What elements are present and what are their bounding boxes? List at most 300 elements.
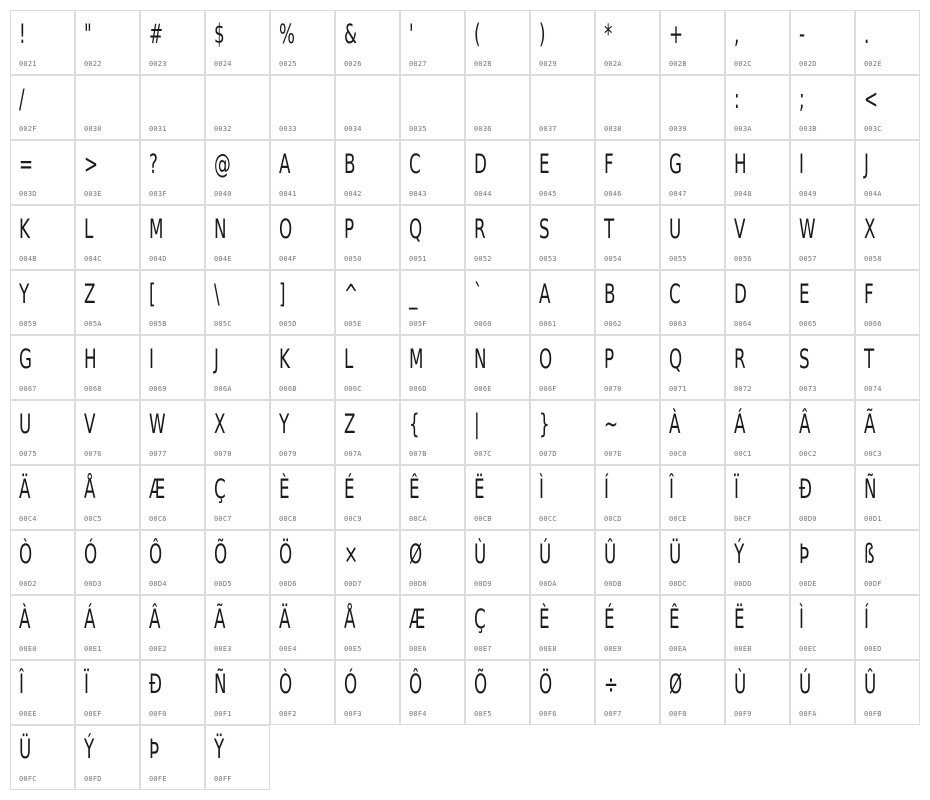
glyph-codepoint: 0041 (279, 190, 297, 198)
glyph-cell (10, 10, 75, 75)
glyph-codepoint: 0079 (279, 450, 297, 458)
glyph-codepoint: 00DB (604, 580, 622, 588)
glyph-cell (595, 140, 660, 205)
glyph-cell (400, 270, 465, 335)
glyph-character: L (84, 214, 94, 245)
glyph-codepoint: 00EE (19, 710, 37, 718)
glyph-character: W (149, 409, 166, 440)
glyph-codepoint: 003F (149, 190, 167, 198)
glyph-codepoint: 00F8 (669, 710, 687, 718)
glyph-character: V (734, 214, 746, 245)
glyph-codepoint: 003E (84, 190, 102, 198)
glyph-codepoint: 0056 (734, 255, 752, 263)
glyph-character: ^ (344, 279, 359, 310)
glyph-character: ( (474, 19, 481, 50)
glyph-cell (205, 660, 270, 725)
glyph-codepoint: 00D5 (214, 580, 232, 588)
glyph-cell (400, 530, 465, 595)
glyph-cell (335, 10, 400, 75)
glyph-cell (855, 75, 920, 140)
glyph-character: Z (84, 279, 96, 310)
glyph-cell (400, 595, 465, 660)
glyph-codepoint: 0021 (19, 60, 37, 68)
glyph-codepoint: 006F (539, 385, 557, 393)
glyph-codepoint: 0055 (669, 255, 687, 263)
glyph-character: Q (669, 344, 683, 375)
glyph-character: W (799, 214, 816, 245)
glyph-character: Ü (669, 539, 682, 570)
glyph-character: > (84, 149, 99, 180)
glyph-character: ÷ (604, 669, 619, 700)
glyph-codepoint: 0058 (864, 255, 882, 263)
glyph-cell (725, 530, 790, 595)
glyph-codepoint: 00C6 (149, 515, 167, 523)
glyph-cell (270, 595, 335, 660)
glyph-character: V (84, 409, 96, 440)
glyph-character: Ã (864, 409, 876, 440)
glyph-codepoint: 00F1 (214, 710, 232, 718)
glyph-codepoint: 0061 (539, 320, 557, 328)
glyph-codepoint: 00DD (734, 580, 752, 588)
glyph-grid (10, 10, 920, 790)
glyph-codepoint: 004C (84, 255, 102, 263)
glyph-cell (140, 465, 205, 530)
glyph-character: × (344, 539, 359, 570)
glyph-character: Ô (409, 669, 423, 700)
glyph-character: _ (409, 279, 418, 310)
glyph-cell (465, 205, 530, 270)
glyph-cell (335, 465, 400, 530)
glyph-cell (855, 530, 920, 595)
glyph-cell (595, 335, 660, 400)
glyph-cell (75, 10, 140, 75)
glyph-character: Ù (734, 669, 747, 700)
glyph-character: É (344, 474, 355, 505)
glyph-cell (400, 660, 465, 725)
glyph-cell (75, 725, 140, 790)
glyph-codepoint: 0031 (149, 125, 167, 133)
glyph-codepoint: 00C4 (19, 515, 37, 523)
glyph-cell (855, 270, 920, 335)
glyph-codepoint: 0077 (149, 450, 167, 458)
glyph-cell (335, 270, 400, 335)
glyph-character: Đ (799, 474, 812, 505)
glyph-codepoint: 00C5 (84, 515, 102, 523)
glyph-character: , (734, 19, 740, 50)
glyph-codepoint: 0043 (409, 190, 427, 198)
glyph-codepoint: 005D (279, 320, 297, 328)
glyph-character: G (669, 149, 682, 180)
glyph-cell (10, 140, 75, 205)
glyph-cell (140, 595, 205, 660)
glyph-character: Î (669, 474, 674, 505)
glyph-character: N (214, 214, 227, 245)
glyph-codepoint: 0035 (409, 125, 427, 133)
glyph-cell (205, 335, 270, 400)
glyph-character: É (604, 604, 615, 635)
glyph-codepoint: 0023 (149, 60, 167, 68)
glyph-cell (595, 205, 660, 270)
glyph-codepoint: 00FF (214, 775, 232, 783)
glyph-character: Ì (799, 604, 804, 635)
glyph-cell (530, 140, 595, 205)
glyph-cell (10, 660, 75, 725)
glyph-character: Ý (734, 539, 745, 570)
glyph-codepoint: 00DE (799, 580, 817, 588)
glyph-cell (855, 335, 920, 400)
glyph-codepoint: 00ED (864, 645, 882, 653)
glyph-character: Ö (279, 539, 293, 570)
glyph-codepoint: 0033 (279, 125, 297, 133)
glyph-cell (530, 205, 595, 270)
glyph-cell (790, 10, 855, 75)
glyph-character: . (864, 19, 870, 50)
glyph-cell (660, 75, 725, 140)
glyph-character: Ü (19, 734, 32, 765)
glyph-codepoint: 00D1 (864, 515, 882, 523)
glyph-cell (725, 465, 790, 530)
glyph-codepoint: 0062 (604, 320, 622, 328)
glyph-codepoint: 00FD (84, 775, 102, 783)
glyph-cell (75, 205, 140, 270)
glyph-cell (855, 140, 920, 205)
glyph-codepoint: 004B (19, 255, 37, 263)
glyph-cell (790, 335, 855, 400)
glyph-cell (400, 335, 465, 400)
glyph-cell (595, 465, 660, 530)
glyph-codepoint: 0025 (279, 60, 297, 68)
glyph-cell (660, 465, 725, 530)
glyph-cell (10, 595, 75, 660)
glyph-cell (335, 335, 400, 400)
glyph-cell (855, 10, 920, 75)
glyph-cell (790, 75, 855, 140)
glyph-codepoint: 00E1 (84, 645, 102, 653)
glyph-cell (400, 140, 465, 205)
glyph-character: & (344, 19, 358, 50)
glyph-codepoint: 0042 (344, 190, 362, 198)
glyph-cell (595, 595, 660, 660)
glyph-character: J (864, 149, 869, 180)
glyph-cell (75, 335, 140, 400)
glyph-codepoint: 003D (19, 190, 37, 198)
glyph-codepoint: 00F9 (734, 710, 752, 718)
glyph-codepoint: 007E (604, 450, 622, 458)
glyph-cell (595, 75, 660, 140)
glyph-codepoint: 0036 (474, 125, 492, 133)
glyph-cell (790, 205, 855, 270)
glyph-codepoint: 00CD (604, 515, 622, 523)
glyph-cell (790, 465, 855, 530)
glyph-character: ] (279, 279, 286, 310)
glyph-character: U (19, 409, 32, 440)
glyph-cell (10, 530, 75, 595)
glyph-cell (660, 660, 725, 725)
glyph-cell (75, 465, 140, 530)
glyph-cell (595, 660, 660, 725)
glyph-cell (10, 400, 75, 465)
glyph-codepoint: 0066 (864, 320, 882, 328)
glyph-cell (270, 400, 335, 465)
glyph-cell (725, 595, 790, 660)
glyph-character: M (409, 344, 424, 375)
glyph-codepoint: 006C (344, 385, 362, 393)
glyph-cell (140, 400, 205, 465)
glyph-codepoint: 0037 (539, 125, 557, 133)
glyph-character: Y (279, 409, 290, 440)
glyph-character: @ (214, 149, 231, 180)
glyph-cell (725, 75, 790, 140)
glyph-cell (205, 400, 270, 465)
glyph-codepoint: 00EF (84, 710, 102, 718)
glyph-character: O (539, 344, 553, 375)
glyph-character: T (604, 214, 615, 245)
glyph-codepoint: 0071 (669, 385, 687, 393)
glyph-cell (855, 465, 920, 530)
glyph-codepoint: 00FB (864, 710, 882, 718)
glyph-codepoint: 00FC (19, 775, 37, 783)
glyph-cell (530, 465, 595, 530)
glyph-character: ! (19, 19, 26, 50)
glyph-codepoint: 0078 (214, 450, 232, 458)
glyph-cell (75, 660, 140, 725)
glyph-cell (75, 595, 140, 660)
glyph-cell (205, 140, 270, 205)
glyph-character: : (734, 84, 740, 115)
glyph-character: Ó (344, 669, 358, 700)
glyph-cell (465, 75, 530, 140)
glyph-character: Y (19, 279, 30, 310)
glyph-codepoint: 00D0 (799, 515, 817, 523)
glyph-character: ' (409, 19, 414, 50)
glyph-cell (530, 400, 595, 465)
glyph-codepoint: 00EC (799, 645, 817, 653)
glyph-codepoint: 0046 (604, 190, 622, 198)
glyph-character: Þ (149, 734, 160, 765)
glyph-codepoint: 0024 (214, 60, 232, 68)
glyph-codepoint: 002F (19, 125, 37, 133)
glyph-character: S (539, 214, 550, 245)
glyph-cell (790, 140, 855, 205)
glyph-cell (465, 595, 530, 660)
glyph-cell (465, 270, 530, 335)
glyph-character: Æ (149, 474, 166, 505)
glyph-cell (725, 400, 790, 465)
glyph-cell (660, 400, 725, 465)
glyph-codepoint: 007B (409, 450, 427, 458)
glyph-codepoint: 00DA (539, 580, 557, 588)
glyph-codepoint: 0075 (19, 450, 37, 458)
glyph-codepoint: 0068 (84, 385, 102, 393)
glyph-character: " (84, 19, 92, 50)
glyph-character: F (864, 279, 874, 310)
glyph-cell (530, 270, 595, 335)
glyph-character: R (474, 214, 486, 245)
glyph-codepoint: 006A (214, 385, 232, 393)
glyph-codepoint: 0076 (84, 450, 102, 458)
glyph-character: Z (344, 409, 356, 440)
glyph-cell (75, 530, 140, 595)
glyph-character: - (799, 19, 806, 50)
glyph-codepoint: 0026 (344, 60, 362, 68)
glyph-character: E (539, 149, 550, 180)
glyph-character: * (604, 19, 613, 50)
glyph-character: Ç (474, 604, 486, 635)
glyph-cell (205, 270, 270, 335)
glyph-codepoint: 00CE (669, 515, 687, 523)
glyph-codepoint: 00EA (669, 645, 687, 653)
glyph-cell (855, 595, 920, 660)
glyph-codepoint: 004E (214, 255, 232, 263)
glyph-cell (725, 335, 790, 400)
glyph-codepoint: 0027 (409, 60, 427, 68)
glyph-character: ; (799, 84, 805, 115)
glyph-codepoint: 00E8 (539, 645, 557, 653)
glyph-cell (75, 140, 140, 205)
glyph-codepoint: 0057 (799, 255, 817, 263)
glyph-character: B (604, 279, 616, 310)
glyph-codepoint: 00D2 (19, 580, 37, 588)
glyph-codepoint: 00F5 (474, 710, 492, 718)
glyph-codepoint: 00F7 (604, 710, 622, 718)
glyph-codepoint: 006B (279, 385, 297, 393)
glyph-codepoint: 0059 (19, 320, 37, 328)
glyph-character: K (279, 344, 290, 375)
glyph-character: ` (474, 279, 483, 310)
glyph-character: ~ (604, 409, 619, 440)
glyph-cell (270, 335, 335, 400)
glyph-cell (335, 205, 400, 270)
glyph-cell (530, 75, 595, 140)
glyph-codepoint: 00DF (864, 580, 882, 588)
glyph-cell (660, 335, 725, 400)
glyph-character: E (799, 279, 810, 310)
glyph-cell (660, 530, 725, 595)
glyph-codepoint: 00E2 (149, 645, 167, 653)
glyph-cell (335, 530, 400, 595)
glyph-character: \ (214, 279, 220, 310)
glyph-codepoint: 0034 (344, 125, 362, 133)
glyph-character: Đ (149, 669, 162, 700)
glyph-character: Ñ (864, 474, 877, 505)
glyph-codepoint: 00C9 (344, 515, 362, 523)
glyph-character: Ï (84, 669, 89, 700)
glyph-cell (75, 270, 140, 335)
glyph-character: Ê (669, 604, 680, 635)
glyph-character: = (19, 149, 34, 180)
glyph-character: [ (149, 279, 156, 310)
glyph-cell (270, 205, 335, 270)
glyph-cell (335, 660, 400, 725)
glyph-character: O (279, 214, 293, 245)
glyph-cell (660, 10, 725, 75)
glyph-character: Â (149, 604, 161, 635)
glyph-cell (140, 10, 205, 75)
glyph-cell (140, 335, 205, 400)
glyph-character: Æ (409, 604, 426, 635)
glyph-character: A (539, 279, 551, 310)
glyph-cell (335, 400, 400, 465)
glyph-character: S (799, 344, 810, 375)
glyph-cell (10, 725, 75, 790)
glyph-cell (725, 660, 790, 725)
glyph-codepoint: 00C7 (214, 515, 232, 523)
glyph-character: Ø (409, 539, 423, 570)
glyph-codepoint: 00D4 (149, 580, 167, 588)
glyph-codepoint: 002E (864, 60, 882, 68)
glyph-character: X (214, 409, 226, 440)
glyph-character: Á (734, 409, 746, 440)
glyph-codepoint: 0052 (474, 255, 492, 263)
glyph-cell (270, 10, 335, 75)
glyph-character: < (864, 84, 879, 115)
glyph-character: N (474, 344, 487, 375)
glyph-cell (855, 205, 920, 270)
glyph-codepoint: 00E6 (409, 645, 427, 653)
glyph-character: Q (409, 214, 423, 245)
glyph-cell (270, 530, 335, 595)
glyph-character: { (409, 409, 420, 440)
glyph-cell (140, 140, 205, 205)
glyph-codepoint: 00EB (734, 645, 752, 653)
glyph-codepoint: 002D (799, 60, 817, 68)
glyph-cell (790, 270, 855, 335)
glyph-character: È (279, 474, 290, 505)
glyph-character: I (149, 344, 154, 375)
glyph-cell (400, 205, 465, 270)
glyph-codepoint: 00E0 (19, 645, 37, 653)
glyph-codepoint: 00C1 (734, 450, 752, 458)
glyph-character: Å (344, 604, 356, 635)
glyph-cell (725, 205, 790, 270)
glyph-cell (790, 595, 855, 660)
glyph-character: Á (84, 604, 96, 635)
glyph-character: $ (214, 19, 225, 50)
glyph-cell (270, 140, 335, 205)
glyph-cell (595, 400, 660, 465)
glyph-character: À (19, 604, 31, 635)
glyph-character: H (734, 149, 747, 180)
glyph-cell (595, 270, 660, 335)
glyph-codepoint: 00F6 (539, 710, 557, 718)
glyph-character: Û (604, 539, 617, 570)
glyph-character: Ë (474, 474, 485, 505)
glyph-cell (140, 530, 205, 595)
glyph-codepoint: 00E3 (214, 645, 232, 653)
glyph-cell (530, 660, 595, 725)
glyph-character: A (279, 149, 291, 180)
glyph-codepoint: 0067 (19, 385, 37, 393)
glyph-character: Û (864, 669, 877, 700)
glyph-cell (465, 465, 530, 530)
glyph-codepoint: 0072 (734, 385, 752, 393)
glyph-codepoint: 00F3 (344, 710, 362, 718)
glyph-character: Ý (84, 734, 95, 765)
glyph-cell (205, 465, 270, 530)
glyph-codepoint: 0047 (669, 190, 687, 198)
glyph-codepoint: 0063 (669, 320, 687, 328)
glyph-codepoint: 005F (409, 320, 427, 328)
glyph-cell (465, 140, 530, 205)
glyph-codepoint: 003A (734, 125, 752, 133)
glyph-cell (140, 205, 205, 270)
glyph-codepoint: 0073 (799, 385, 817, 393)
glyph-character: J (214, 344, 219, 375)
glyph-character: T (864, 344, 875, 375)
glyph-character: Å (84, 474, 96, 505)
glyph-codepoint: 0051 (409, 255, 427, 263)
glyph-character: P (344, 214, 355, 245)
